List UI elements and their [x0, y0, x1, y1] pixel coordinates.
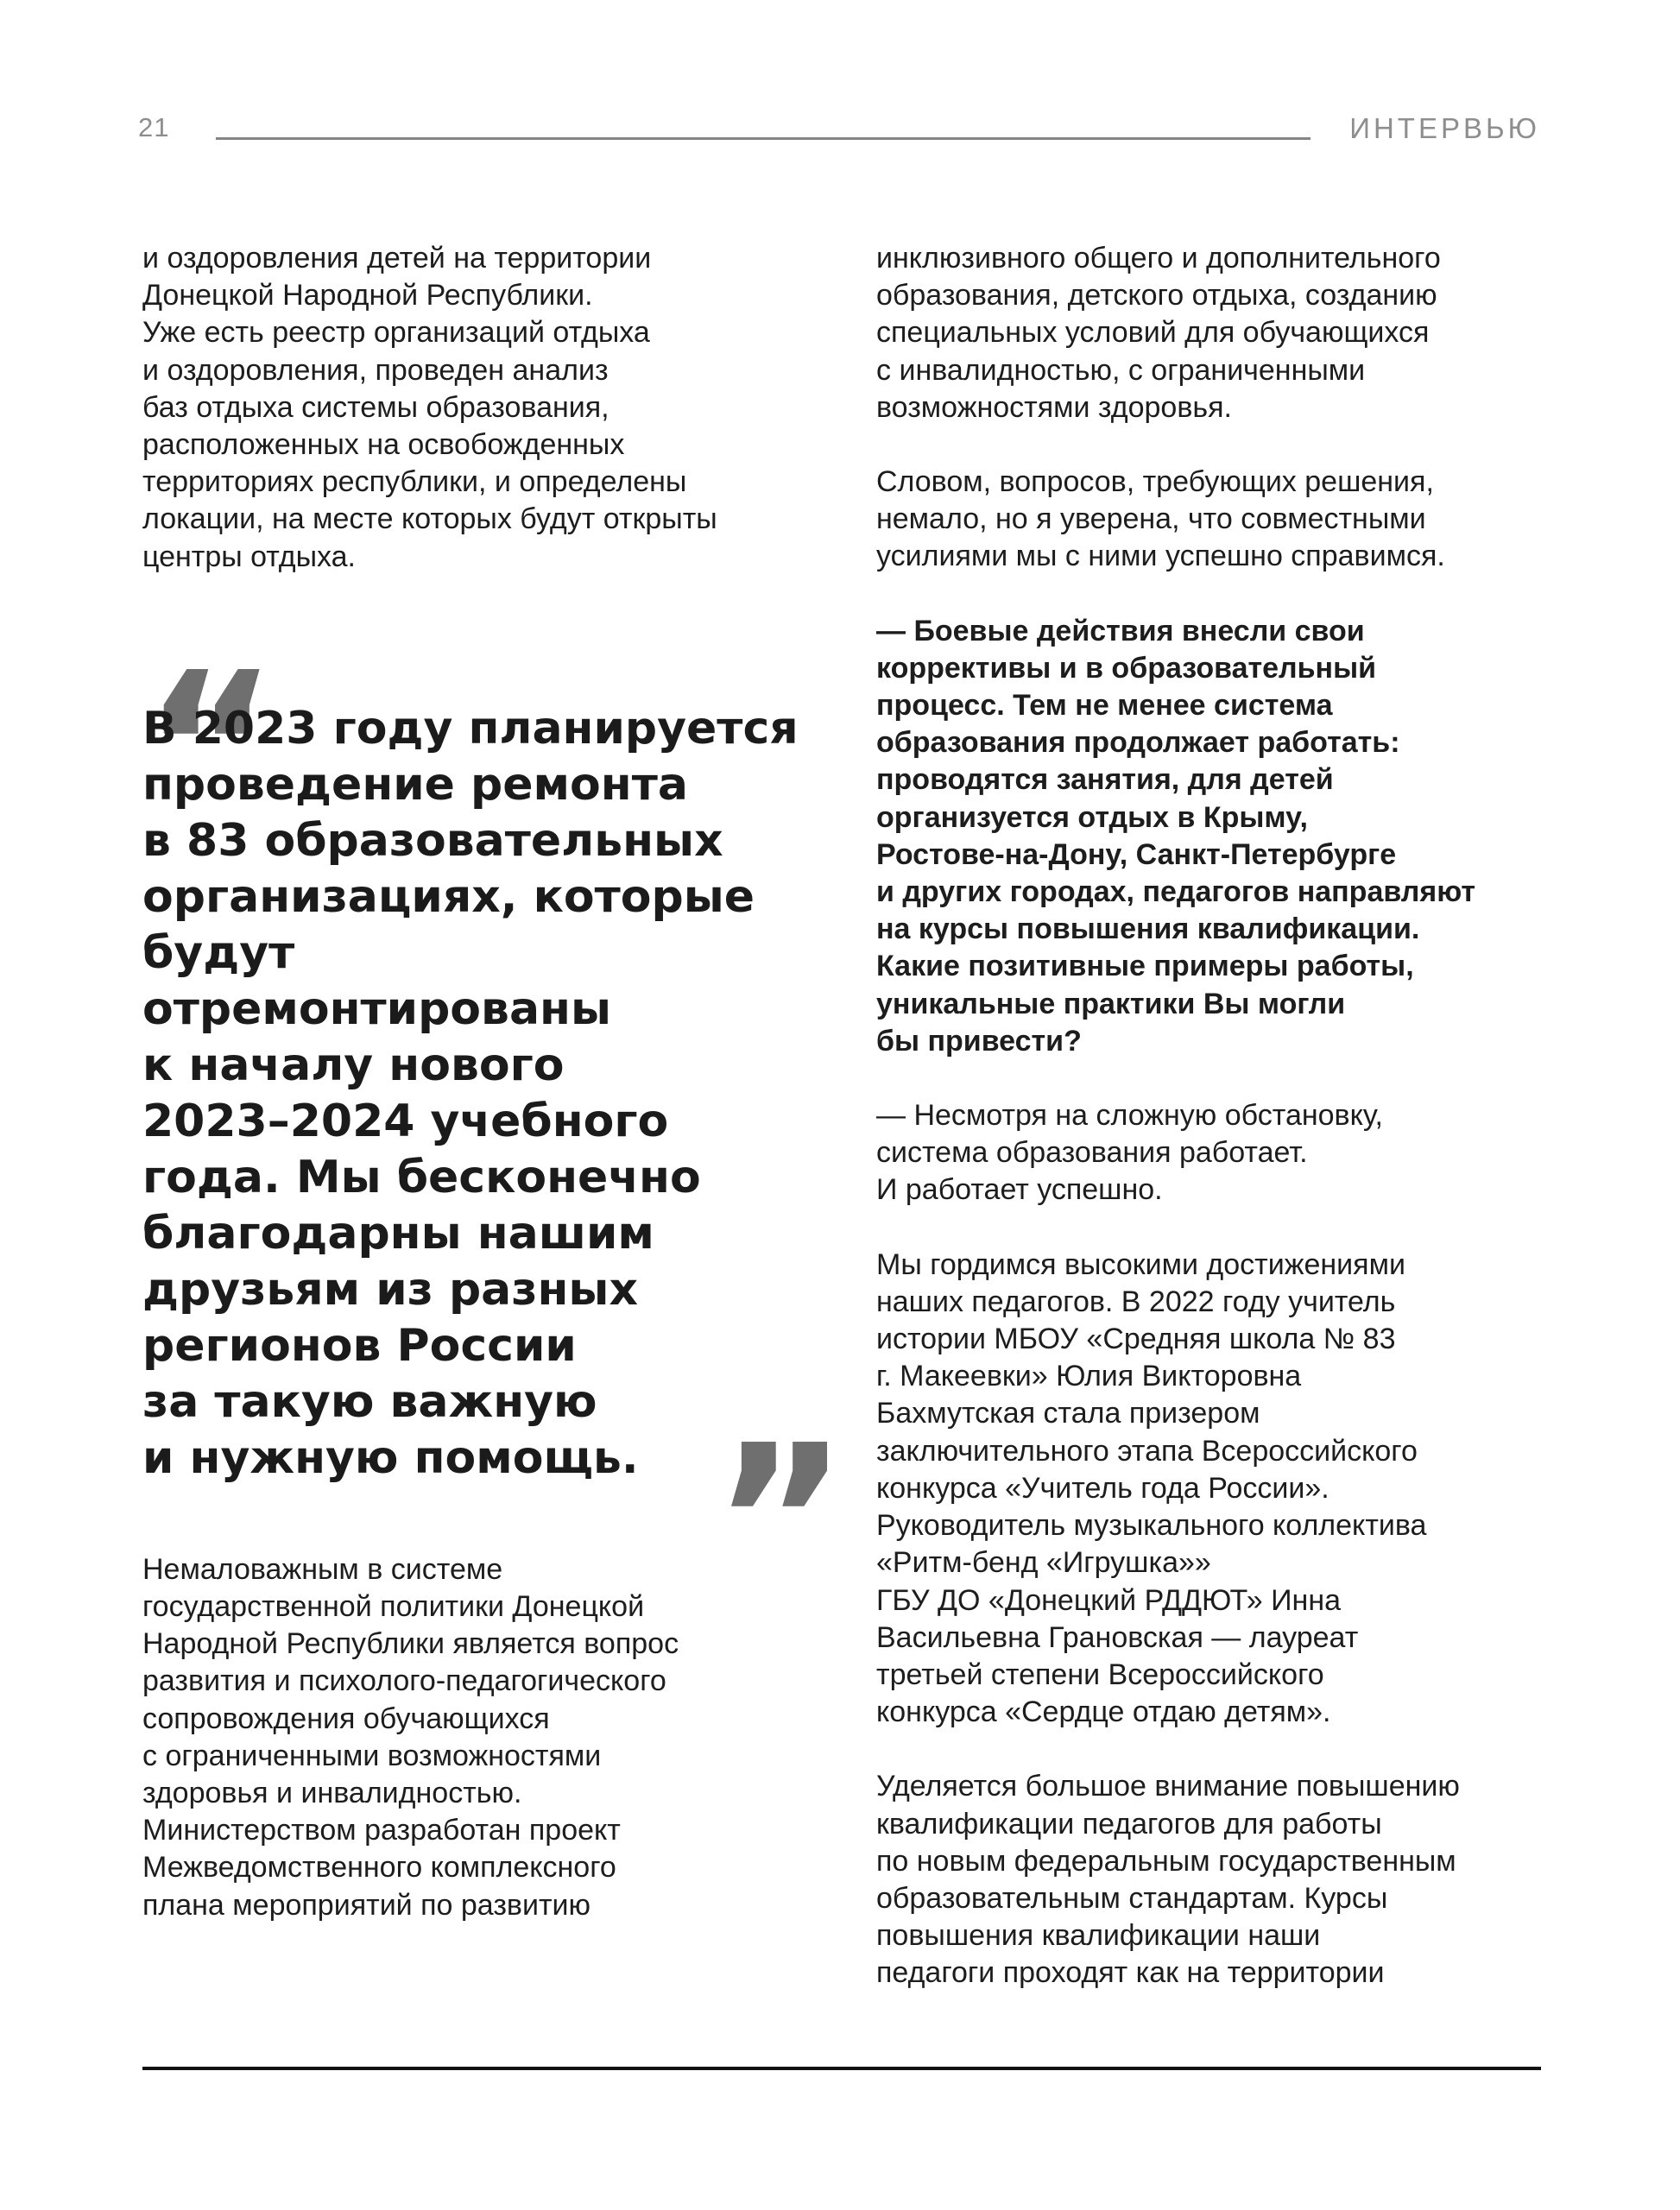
open-quote-icon: “ — [142, 627, 263, 869]
paragraph-gap — [876, 1060, 1550, 1097]
paragraph-gap — [876, 576, 1550, 613]
answer-paragraph-2: Мы гордимся высокими достижениями наших педагогов. В 2022 году учитель истории МБОУ «Средняя школа № 83 г. Макеевки» Юлия Викторовна Бахмутская стала призером заключительного этапа Всероссийского конкурса «Учитель года России». Руководитель музыкального коллектива «Ритм-бенд «Игрушка»» ГБУ ДО «Донецкий РДДЮТ» Инна Васильевна Грановская — лауреат третьей степени Всероссийского конкурса «Сердце отдаю детям». — [876, 1247, 1427, 1729]
interview-question: — Боевые действия внесли свои коррективы и в образовательный процесс. Тем не менее система образования продолжает работать: проводятся занятия, для детей организуется отдых в Крыму, Ростове-на-Дону, Санкт-Петербурге и других городах, педагогов направляют на курсы повышения квалификации. Какие позитивные примеры работы, уникальные практики Вы могли бы привести? — [876, 614, 1476, 1058]
left-column — [142, 240, 833, 1924]
pull-quote-text: В 2023 году планируется проведение ремонта в 83 образовательных организациях, которые будут отремонтированы к началу нового 2023–2024 учебного года. Мы бесконечно благодарны нашим друзьям из разных регионов России за такую важную и нужную помощь. — [142, 702, 799, 1484]
right-paragraph-2: Словом, вопросов, требующих решения, немало, но я уверена, что совместными усилиями мы с ними успешно справимся. — [876, 465, 1445, 573]
page-header — [0, 0, 1680, 173]
paragraph-gap — [876, 1209, 1550, 1247]
left-paragraph-1: и оздоровления детей на территории Донецкой Народной Республики. Уже есть реестр организаций отдыха и оздоровления, проведен анализ баз отдыха системы образования, расположенных на освобожденных территориях республики, и определены локации, на месте которых будут открыты центры отдыха. — [142, 242, 717, 573]
right-paragraph-1: инклюзивного общего и дополнительного образования, детского отдыха, созданию специальных условий для обучающихся с инвалидностью, с ограниченными возможностями здоровья. — [876, 242, 1441, 424]
pull-quote — [142, 627, 833, 1642]
section-label: ИНТЕРВЬЮ — [1349, 112, 1540, 144]
answer-paragraph-3: Уделяется большое внимание повышению квалификации педагогов для работы по новым федеральным государственным образовательным стандартам. Курсы повышения квалификации наши педагоги проходят как на территории — [876, 1770, 1460, 1990]
close-quote-icon: ” — [712, 1399, 833, 1642]
page-number: 21 — [138, 112, 170, 142]
footer-divider — [142, 2067, 1541, 2070]
paragraph-gap — [876, 1731, 1550, 1768]
answer-paragraph-1: — Несмотря на сложную обстановку, система образования работает. И работает успешно. — [876, 1099, 1383, 1207]
paragraph-gap — [876, 426, 1550, 464]
right-column — [876, 240, 1550, 1992]
header-divider — [216, 137, 1311, 140]
left-paragraph-2: Немаловажным в системе государственной политики Донецкой Народной Республики является вопрос развития и психолого-педагогического сопровождения обучающихся с ограниченными возможностями здоровья и инвалидностью. Министерством разработан проект Межведомственного комплексного плана мероприятий по развитию — [142, 1552, 679, 1922]
